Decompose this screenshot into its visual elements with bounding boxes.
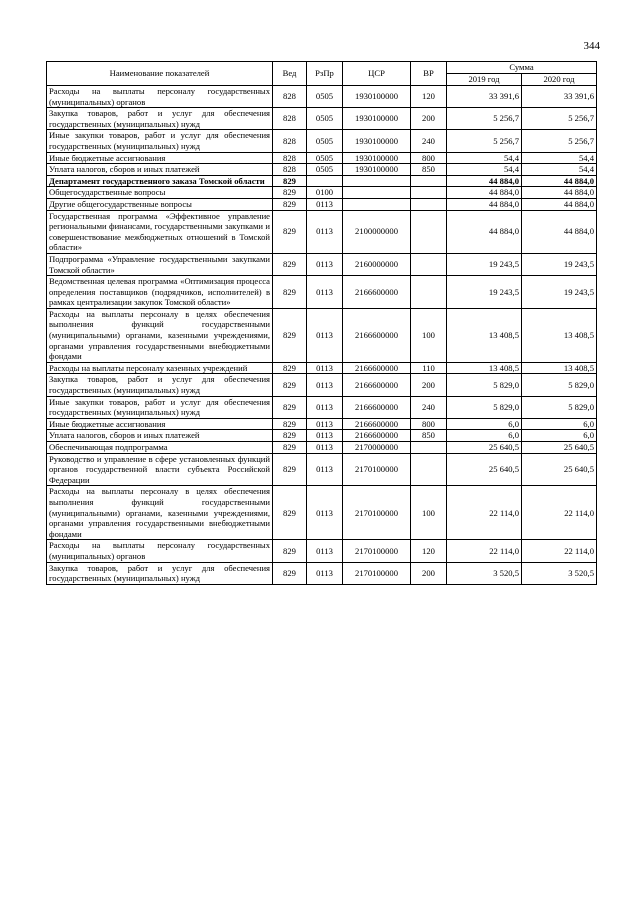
row-vr-cell: 800 (411, 418, 447, 430)
row-vr-cell (411, 198, 447, 210)
row-vr-cell (411, 210, 447, 253)
row-sum-2019-cell: 44 884,0 (447, 175, 522, 187)
table-row (47, 418, 597, 430)
row-sum-2020-cell: 6,0 (522, 430, 597, 442)
row-name-cell: Ведомственная целевая программа «Оптимизация процесса определения поставщиков (подрядчиков, исполнителей) в рамках централизации закупок Томской области» (47, 276, 273, 309)
row-sum-2019-cell: 22 114,0 (447, 540, 522, 562)
table-row (47, 362, 597, 374)
row-ved-cell: 828 (273, 86, 307, 108)
row-sum-2019-cell: 54,4 (447, 152, 522, 164)
row-sum-2019-cell: 5 256,7 (447, 130, 522, 152)
table-row (47, 374, 597, 396)
row-sum-2019-cell: 33 391,6 (447, 86, 522, 108)
row-ved-cell: 829 (273, 540, 307, 562)
row-vr-cell (411, 175, 447, 187)
row-ved-cell: 829 (273, 430, 307, 442)
row-vr-cell: 240 (411, 130, 447, 152)
table-row (47, 276, 597, 309)
row-csr-cell: 2160000000 (343, 253, 411, 275)
row-rzpr-cell: 0113 (307, 308, 343, 362)
row-sum-2019-cell: 5 829,0 (447, 374, 522, 396)
table-row (47, 486, 597, 540)
row-name-cell: Расходы на выплаты персоналу казенных учреждений (47, 362, 273, 374)
row-rzpr-cell: 0113 (307, 396, 343, 418)
table-row (47, 175, 597, 187)
row-sum-2020-cell: 13 408,5 (522, 308, 597, 362)
row-rzpr-cell (307, 175, 343, 187)
row-name-cell: Общегосударственные вопросы (47, 187, 273, 199)
table-row (47, 562, 597, 584)
row-ved-cell: 828 (273, 108, 307, 130)
row-name-cell: Иные бюджетные ассигнования (47, 152, 273, 164)
row-name-cell: Закупка товаров, работ и услуг для обеспечения государственных (муниципальных) нужд (47, 108, 273, 130)
row-sum-2019-cell: 44 884,0 (447, 198, 522, 210)
row-sum-2019-cell: 22 114,0 (447, 486, 522, 540)
budget-table (46, 61, 597, 585)
header-vr: ВР (411, 62, 447, 86)
row-sum-2020-cell: 5 829,0 (522, 396, 597, 418)
row-ved-cell: 829 (273, 486, 307, 540)
row-vr-cell (411, 187, 447, 199)
row-sum-2019-cell: 25 640,5 (447, 442, 522, 454)
row-sum-2020-cell: 44 884,0 (522, 198, 597, 210)
row-csr-cell: 1930100000 (343, 152, 411, 164)
row-ved-cell: 828 (273, 164, 307, 176)
row-rzpr-cell: 0113 (307, 540, 343, 562)
table-row (47, 164, 597, 176)
row-sum-2019-cell: 44 884,0 (447, 210, 522, 253)
row-sum-2020-cell: 6,0 (522, 418, 597, 430)
row-rzpr-cell: 0113 (307, 374, 343, 396)
row-rzpr-cell: 0113 (307, 253, 343, 275)
row-sum-2020-cell: 25 640,5 (522, 453, 597, 486)
row-vr-cell: 100 (411, 486, 447, 540)
header-year-2020: 2020 год (522, 74, 597, 86)
row-name-cell: Уплата налогов, сборов и иных платежей (47, 164, 273, 176)
row-vr-cell (411, 253, 447, 275)
row-name-cell: Иные закупки товаров, работ и услуг для обеспечения государственных (муниципальных) нужд (47, 130, 273, 152)
row-name-cell: Обеспечивающая подпрограмма (47, 442, 273, 454)
page-number: 344 (583, 40, 600, 52)
row-csr-cell: 2170100000 (343, 486, 411, 540)
row-vr-cell: 200 (411, 562, 447, 584)
row-vr-cell (411, 442, 447, 454)
row-name-cell: Расходы на выплаты персоналу в целях обеспечения выполнения функций государственными (муниципальными) органами, казенными учреждениями, органами управления государственными внебюджетными фондами (47, 486, 273, 540)
row-sum-2020-cell: 5 256,7 (522, 108, 597, 130)
row-name-cell: Закупка товаров, работ и услуг для обеспечения государственных (муниципальных) нужд (47, 562, 273, 584)
row-sum-2020-cell: 19 243,5 (522, 253, 597, 275)
row-name-cell: Закупка товаров, работ и услуг для обеспечения государственных (муниципальных) нужд (47, 374, 273, 396)
table-row (47, 108, 597, 130)
row-sum-2020-cell: 44 884,0 (522, 210, 597, 253)
row-sum-2019-cell: 54,4 (447, 164, 522, 176)
row-name-cell: Руководство и управление в сфере установленных функций органов государственной власти субъекта Российской Федерации (47, 453, 273, 486)
row-sum-2020-cell: 19 243,5 (522, 276, 597, 309)
row-ved-cell: 829 (273, 175, 307, 187)
row-rzpr-cell: 0113 (307, 276, 343, 309)
row-name-cell: Подпрограмма «Управление государственными закупками Томской области» (47, 253, 273, 275)
row-rzpr-cell: 0113 (307, 198, 343, 210)
table-row (47, 430, 597, 442)
row-sum-2019-cell: 19 243,5 (447, 276, 522, 309)
row-vr-cell: 120 (411, 540, 447, 562)
row-ved-cell: 829 (273, 396, 307, 418)
header-sum: Сумма (447, 62, 597, 74)
row-vr-cell: 800 (411, 152, 447, 164)
table-row (47, 540, 597, 562)
row-csr-cell: 2100000000 (343, 210, 411, 253)
table-row (47, 253, 597, 275)
row-rzpr-cell: 0505 (307, 164, 343, 176)
row-ved-cell: 829 (273, 210, 307, 253)
header-rzpr: РзПр (307, 62, 343, 86)
row-rzpr-cell: 0505 (307, 130, 343, 152)
row-csr-cell: 2170000000 (343, 442, 411, 454)
row-csr-cell: 2166600000 (343, 362, 411, 374)
row-csr-cell: 2170100000 (343, 562, 411, 584)
row-csr-cell: 2166600000 (343, 308, 411, 362)
row-rzpr-cell: 0113 (307, 430, 343, 442)
row-vr-cell: 850 (411, 164, 447, 176)
table-row (47, 308, 597, 362)
row-vr-cell: 240 (411, 396, 447, 418)
row-name-cell: Другие общегосударственные вопросы (47, 198, 273, 210)
row-ved-cell: 829 (273, 453, 307, 486)
row-name-cell: Иные закупки товаров, работ и услуг для обеспечения государственных (муниципальных) нужд (47, 396, 273, 418)
row-sum-2020-cell: 5 829,0 (522, 374, 597, 396)
row-rzpr-cell: 0505 (307, 152, 343, 164)
row-rzpr-cell: 0113 (307, 442, 343, 454)
row-sum-2020-cell: 54,4 (522, 164, 597, 176)
table-row (47, 396, 597, 418)
row-sum-2019-cell: 3 520,5 (447, 562, 522, 584)
row-csr-cell: 1930100000 (343, 86, 411, 108)
row-vr-cell: 200 (411, 108, 447, 130)
row-ved-cell: 828 (273, 130, 307, 152)
row-rzpr-cell: 0100 (307, 187, 343, 199)
row-name-cell: Расходы на выплаты персоналу государственных (муниципальных) органов (47, 86, 273, 108)
row-sum-2020-cell: 54,4 (522, 152, 597, 164)
table-row (47, 442, 597, 454)
row-sum-2020-cell: 44 884,0 (522, 175, 597, 187)
table-row (47, 210, 597, 253)
row-ved-cell: 829 (273, 562, 307, 584)
row-csr-cell: 1930100000 (343, 164, 411, 176)
row-name-cell: Расходы на выплаты персоналу в целях обеспечения выполнения функций государственными (муниципальными) органами, казенными учреждениями, органами управления государственными внебюджетными фондами (47, 308, 273, 362)
row-sum-2019-cell: 6,0 (447, 418, 522, 430)
row-ved-cell: 829 (273, 442, 307, 454)
row-name-cell: Департамент государственного заказа Томской области (47, 175, 273, 187)
row-ved-cell: 829 (273, 198, 307, 210)
row-rzpr-cell: 0505 (307, 108, 343, 130)
header-year-2019: 2019 год (447, 74, 522, 86)
row-sum-2020-cell: 44 884,0 (522, 187, 597, 199)
row-sum-2019-cell: 19 243,5 (447, 253, 522, 275)
row-sum-2019-cell: 13 408,5 (447, 362, 522, 374)
row-csr-cell: 2166600000 (343, 374, 411, 396)
row-vr-cell: 100 (411, 308, 447, 362)
row-name-cell: Уплата налогов, сборов и иных платежей (47, 430, 273, 442)
row-csr-cell (343, 198, 411, 210)
row-sum-2020-cell: 33 391,6 (522, 86, 597, 108)
row-rzpr-cell: 0113 (307, 486, 343, 540)
table-row (47, 152, 597, 164)
row-vr-cell (411, 276, 447, 309)
row-sum-2019-cell: 5 256,7 (447, 108, 522, 130)
row-csr-cell: 1930100000 (343, 130, 411, 152)
table-row (47, 187, 597, 199)
row-csr-cell (343, 175, 411, 187)
table-header (47, 62, 597, 86)
row-rzpr-cell: 0113 (307, 362, 343, 374)
row-rzpr-cell: 0505 (307, 86, 343, 108)
row-ved-cell: 829 (273, 187, 307, 199)
row-rzpr-cell: 0113 (307, 210, 343, 253)
row-rzpr-cell: 0113 (307, 418, 343, 430)
row-csr-cell: 2166600000 (343, 418, 411, 430)
row-vr-cell: 850 (411, 430, 447, 442)
row-ved-cell: 829 (273, 308, 307, 362)
row-sum-2020-cell: 22 114,0 (522, 486, 597, 540)
row-ved-cell: 829 (273, 418, 307, 430)
row-vr-cell: 110 (411, 362, 447, 374)
row-ved-cell: 829 (273, 362, 307, 374)
row-name-cell: Государственная программа «Эффективное управление региональными финансами, государственными закупками и совершенствование межбюджетных отношений в Томской области» (47, 210, 273, 253)
row-sum-2019-cell: 25 640,5 (447, 453, 522, 486)
row-csr-cell: 1930100000 (343, 108, 411, 130)
header-name: Наименование показателей (47, 62, 273, 86)
row-sum-2020-cell: 5 256,7 (522, 130, 597, 152)
row-name-cell: Расходы на выплаты персоналу государственных (муниципальных) органов (47, 540, 273, 562)
row-rzpr-cell: 0113 (307, 562, 343, 584)
header-csr: ЦСР (343, 62, 411, 86)
row-sum-2019-cell: 5 829,0 (447, 396, 522, 418)
row-sum-2020-cell: 22 114,0 (522, 540, 597, 562)
table-row (47, 130, 597, 152)
table-row (47, 453, 597, 486)
row-rzpr-cell: 0113 (307, 453, 343, 486)
row-vr-cell: 120 (411, 86, 447, 108)
row-vr-cell (411, 453, 447, 486)
row-csr-cell: 2166600000 (343, 430, 411, 442)
row-sum-2020-cell: 3 520,5 (522, 562, 597, 584)
row-name-cell: Иные бюджетные ассигнования (47, 418, 273, 430)
row-csr-cell: 2166600000 (343, 276, 411, 309)
row-ved-cell: 829 (273, 253, 307, 275)
table-row (47, 86, 597, 108)
row-sum-2020-cell: 25 640,5 (522, 442, 597, 454)
row-ved-cell: 829 (273, 276, 307, 309)
row-csr-cell: 2166600000 (343, 396, 411, 418)
table-body (47, 86, 597, 585)
row-sum-2019-cell: 6,0 (447, 430, 522, 442)
row-ved-cell: 828 (273, 152, 307, 164)
row-csr-cell (343, 187, 411, 199)
row-sum-2019-cell: 44 884,0 (447, 187, 522, 199)
row-sum-2020-cell: 13 408,5 (522, 362, 597, 374)
row-vr-cell: 200 (411, 374, 447, 396)
row-csr-cell: 2170100000 (343, 453, 411, 486)
table-row (47, 198, 597, 210)
row-csr-cell: 2170100000 (343, 540, 411, 562)
header-ved: Вед (273, 62, 307, 86)
row-ved-cell: 829 (273, 374, 307, 396)
row-sum-2019-cell: 13 408,5 (447, 308, 522, 362)
